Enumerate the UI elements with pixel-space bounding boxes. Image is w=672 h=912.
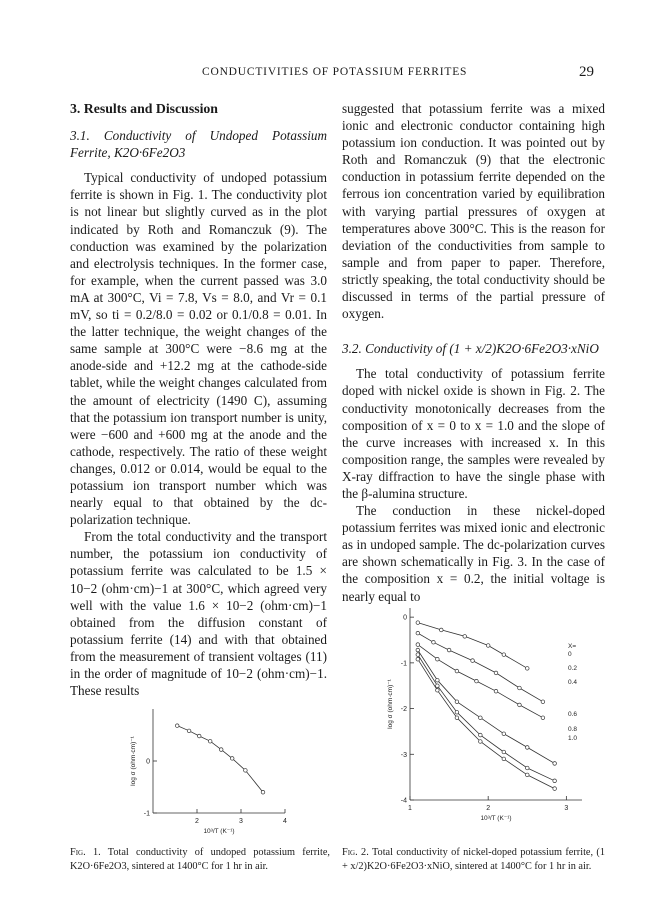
figure-2-caption: Fig. 2. Total conductivity of nickel-doped potassium ferrite, (1 + x/2)K2O·6Fe2O3·xNiO, sintered at 1400°C for 1 hr in air. [342,847,606,872]
data-point [525,746,529,750]
data-point [525,667,529,671]
data-point [553,787,557,791]
data-point [463,635,467,639]
data-point [436,688,440,692]
legend-label: 1.0 [568,735,578,742]
x-tick-label: 3 [239,818,243,825]
data-point [455,700,459,704]
y-tick-label: 0 [146,758,150,766]
figure-2 [372,600,602,830]
right-column [342,100,605,605]
data-point [471,659,475,663]
data-point [502,653,506,657]
data-point [475,679,479,683]
data-point [525,766,529,770]
legend-label: 0.2 [568,665,578,672]
y-axis-label: log σ (ohm·cm)⁻¹ [130,736,137,786]
y-tick-label: -1 [400,660,407,668]
subsection-heading-3-1: 3.1. Conductivity of Undoped Potassium Ferrite, K2O·6Fe2O3 [70,128,327,161]
data-point [244,769,248,773]
figure-1-caption: Fig. 1. Total conductivity of undoped potassium ferrite, K2O·6Fe2O3, sintered at 1400°C for 1 hr in air. [70,847,331,872]
data-point [416,653,420,657]
legend-label: 0.8 [568,726,578,733]
x-tick-label: 4 [283,818,287,825]
data-point [436,657,440,661]
figure-1-plot [115,703,295,838]
data-point [525,773,529,777]
data-point [455,669,459,673]
figure-1 [115,703,295,838]
y-tick-label: -1 [143,810,150,818]
series-line [418,650,555,763]
data-point [541,700,545,704]
data-point [486,644,490,648]
series-line [418,655,555,781]
data-point [416,643,420,647]
left-column [70,100,327,699]
data-point [553,762,557,766]
data-point [416,621,420,625]
data-point [494,671,498,675]
data-point [518,703,522,707]
data-point [416,631,420,635]
data-point [187,729,191,733]
data-point [518,686,522,690]
legend-label: 0.4 [568,679,578,686]
paragraph: From the total conductivity and the transport number, the potassium ion conductivity of potassium ferrite was calculated to be 1.5 × 10−2 (ohm·cm)−1 at 300°C, which agreed very well with the value 1.6 × 10−2 (ohm·cm)−1 obtained from the diffusion constant of potassium ferrite (14) and with that obtained from the measurement of transient voltages (11) in the order of magnitude of 10−2 (ohm·cm)−1. These results [70,529,327,699]
y-tick-label: -4 [400,797,407,805]
x-tick-label: 2 [195,818,199,825]
section-heading: 3. Results and Discussion [70,101,218,116]
legend-label: 0.6 [568,711,578,718]
data-point [502,750,506,754]
data-point [436,678,440,682]
y-axis-label: log σ (ohm·cm)⁻¹ [387,679,394,729]
data-point [479,733,483,737]
paragraph: The conduction in these nickel-doped potassium ferrites was mixed ionic and electronic as in undoped sample. The dc-polarization curves are shown schematically in Fig. 3. In the case of the composition x = 0.2, the initial voltage is nearly equal to [342,503,605,604]
paragraph: suggested that potassium ferrite was a mixed ionic and electronic conductor containing high potassium ion conduction. It was pointed out by Roth and Romanczuk (9) that the electronic conduction in potassium ferrite depended on the ferrous ion concentration varied by equilibration with varying partial pressures of oxygen at temperatures above 300°C. This is the reason for deviation of the conductivities from sample to sample and from paper to paper. Therefore, strictly speaking, the total conductivity should be discussed in terms of the partial pressure of oxygen. [342,101,605,322]
data-point [502,732,506,736]
data-point [208,739,212,743]
data-point [261,790,265,794]
x-tick-label: 3 [564,805,569,812]
paragraph: Typical conductivity of undoped potassium ferrite is shown in Fig. 1. The conductivity plot is not linear but slightly curved as in the plot indicated by Roth and Romanczuk (9). The conduction was examined by the polarization and electrolysis techniques. In the former case, for example, when the current passed was 3.0 mA at 300°C, Vi = 7.8, Vs = 8.0, and Vr = 0.1 mV, so ti = 0.2/8.0 = 0.02 or 0.1/0.8 = 0.01. In the latter technique, the weight changes of the same sample at 300°C were −8.6 mg at the anode-side and +12.2 mg at the cathode-side tablet, while the weight changes calculated from the amount of electricity (1490 C), assuming that the potassium ion transport number is unity, were −600 and +600 mg at the anode and the cathode, respectively. The ratio of these weight changes, 0.012 or 0.014, would be equal to the potassium ion transport number which was nearly equal to that obtained by the dc-polarization technique. [70,170,327,528]
legend-title: X= [568,643,577,650]
x-axis-label: 10³/T (K⁻¹) [480,815,512,822]
data-point [553,779,557,783]
data-point [175,724,179,728]
legend-label: 0 [568,651,572,658]
running-head [0,66,672,84]
x-tick-label: 1 [408,805,412,812]
subsection-heading-3-2: 3.2. Conductivity of (1 + x/2)K2O·6Fe2O3·xNiO [342,341,599,357]
data-point [479,740,483,744]
data-point [436,684,440,688]
data-point [541,716,545,720]
data-point [479,716,483,720]
data-point [416,648,420,652]
data-point [455,716,459,720]
data-point [494,689,498,693]
data-point [502,757,506,761]
data-point [447,648,451,652]
y-tick-label: -3 [400,751,407,759]
series-line [177,726,263,793]
data-point [455,710,459,714]
y-tick-label: 0 [403,614,407,622]
data-point [219,748,223,752]
figure-2-plot [372,600,602,830]
x-axis-label: 10³/T (K⁻¹) [203,828,235,835]
data-point [439,628,443,632]
data-point [416,657,420,661]
x-tick-label: 2 [486,805,491,812]
data-point [432,640,436,644]
data-point [230,757,234,761]
page-number: 29 [579,64,594,80]
y-tick-label: -2 [400,706,407,714]
paragraph: The total conductivity of potassium ferrite doped with nickel oxide is shown in Fig. 2. The conductivity monotonically decreases from the composition of x = 0 to x = 1.0 and the slope of the curve increases with increased x. In this composition range, the samples were revealed by X-ray diffraction to have the single phase with the β-alumina structure. [342,366,605,501]
running-head-title: CONDUCTIVITIES OF POTASSIUM FERRITES [202,66,468,78]
data-point [197,734,201,738]
